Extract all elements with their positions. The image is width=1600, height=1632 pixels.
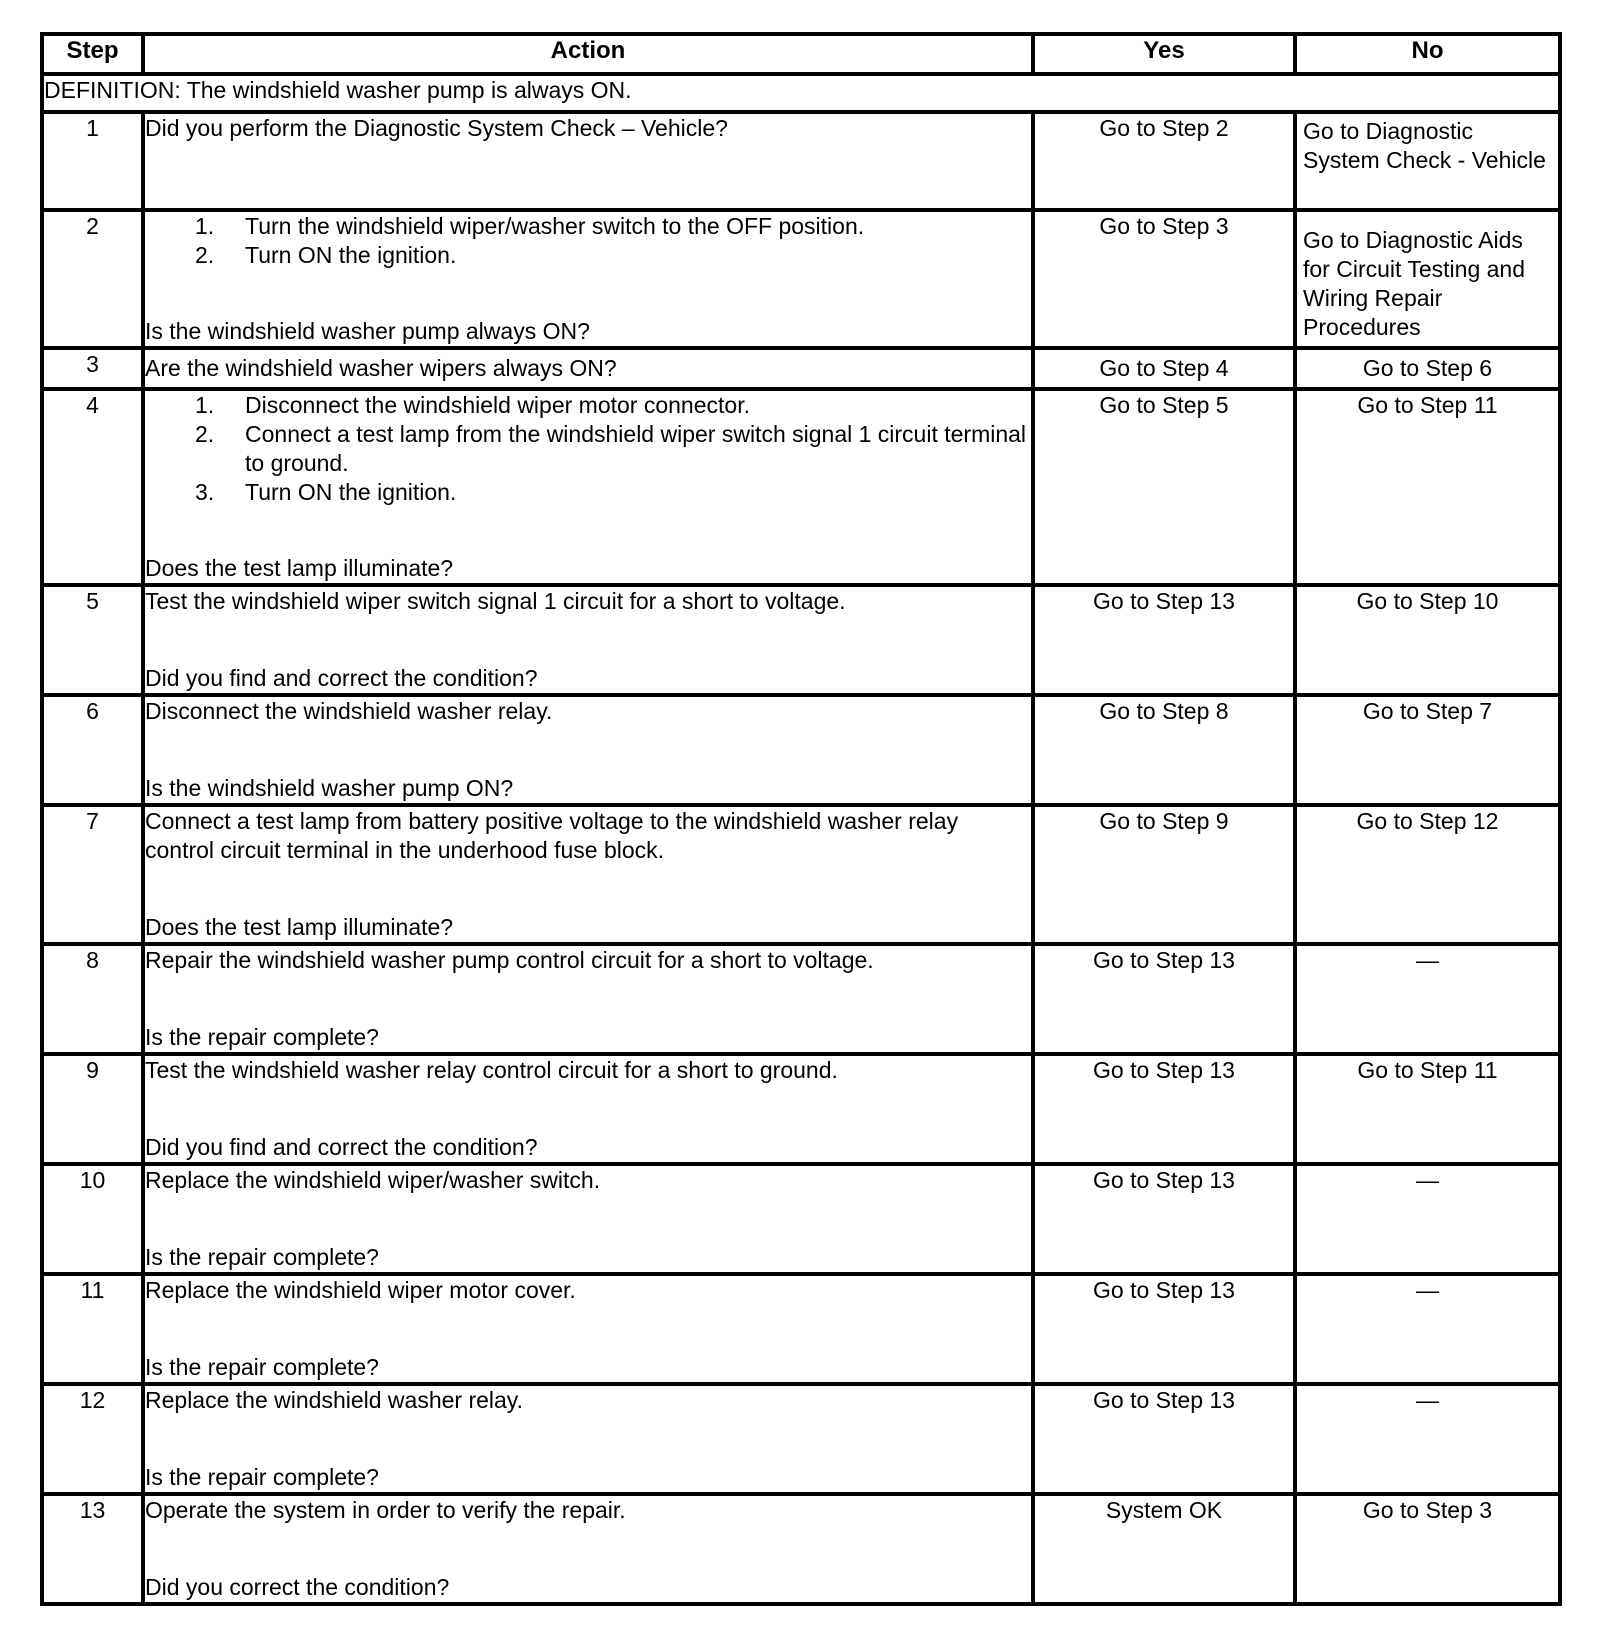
no-result: — [1295, 1164, 1560, 1274]
action-instruction: Replace the windshield wiper/washer switch. [145, 1167, 601, 1193]
action-instruction: Test the windshield wiper switch signal 1 circuit for a short to voltage. [145, 588, 846, 614]
table-row [42, 1274, 1560, 1384]
action-instruction: Repair the windshield washer pump control circuit for a short to voltage. [145, 947, 874, 973]
action-instruction: Disconnect the windshield washer relay. [145, 698, 553, 724]
yes-result: Go to Step 13 [1033, 1164, 1295, 1274]
definition-text: DEFINITION: The windshield washer pump is always ON. [42, 74, 1560, 112]
action-question: Did you find and correct the condition? [145, 1134, 538, 1160]
step-number: 9 [42, 1054, 143, 1164]
action-question: Is the windshield washer pump always ON? [145, 318, 590, 344]
no-result: Go to Diagnostic System Check - Vehicle [1295, 112, 1560, 210]
header-no: No [1295, 34, 1560, 74]
step-number: 4 [42, 389, 143, 585]
action-cell [143, 112, 1033, 210]
list-item: 2. Turn ON the ignition. [195, 242, 457, 268]
diagnostic-table [40, 32, 1562, 1606]
yes-result: System OK [1033, 1494, 1295, 1604]
table-row [42, 1384, 1560, 1494]
step-number: 1 [42, 112, 143, 210]
step-number: 7 [42, 805, 143, 944]
step-number: 6 [42, 695, 143, 805]
table-row [42, 389, 1560, 585]
header-row [42, 34, 1560, 74]
action-list [145, 391, 1031, 507]
action-cell [143, 389, 1033, 585]
action-cell [143, 695, 1033, 805]
no-result: Go to Diagnostic Aids for Circuit Testing and Wiring Repair Procedures [1295, 210, 1560, 348]
action-question: Is the repair complete? [145, 1244, 379, 1270]
action-instruction: Replace the windshield washer relay. [145, 1387, 523, 1413]
action-cell [143, 585, 1033, 695]
action-instruction: Test the windshield washer relay control circuit for a short to ground. [145, 1057, 838, 1083]
action-question: Did you find and correct the condition? [145, 665, 538, 691]
yes-result: Go to Step 13 [1033, 1384, 1295, 1494]
step-number: 13 [42, 1494, 143, 1604]
no-result: Go to Step 7 [1295, 695, 1560, 805]
table-row [42, 1494, 1560, 1604]
no-result: Go to Step 3 [1295, 1494, 1560, 1604]
diagnostic-table-container [40, 32, 1558, 1606]
step-number: 12 [42, 1384, 143, 1494]
yes-result: Go to Step 5 [1033, 389, 1295, 585]
step-number: 2 [42, 210, 143, 348]
action-cell [143, 805, 1033, 944]
action-instruction: Operate the system in order to verify the repair. [145, 1497, 626, 1523]
no-result: Go to Step 6 [1295, 348, 1560, 389]
yes-result: Go to Step 13 [1033, 1054, 1295, 1164]
table-row [42, 112, 1560, 210]
action-question: Are the windshield washer wipers always ON? [143, 348, 1033, 389]
action-instruction: Connect a test lamp from battery positive voltage to the windshield washer relay control circuit terminal in the underhood fuse block. [145, 808, 959, 863]
step-number: 11 [42, 1274, 143, 1384]
action-cell [143, 944, 1033, 1054]
action-instruction: Did you perform the Diagnostic System Check – Vehicle? [145, 115, 728, 141]
table-row [42, 944, 1560, 1054]
action-question: Is the repair complete? [145, 1464, 379, 1490]
action-cell [143, 1274, 1033, 1384]
step-number: 10 [42, 1164, 143, 1274]
action-cell [143, 1494, 1033, 1604]
no-result: — [1295, 944, 1560, 1054]
table-row [42, 695, 1560, 805]
action-cell [143, 210, 1033, 348]
step-number: 5 [42, 585, 143, 695]
yes-result: Go to Step 13 [1033, 1274, 1295, 1384]
action-cell [143, 1384, 1033, 1494]
action-question: Does the test lamp illuminate? [145, 555, 454, 581]
action-cell [143, 1054, 1033, 1164]
action-instruction: Replace the windshield wiper motor cover. [145, 1277, 576, 1303]
step-number: 3 [42, 348, 143, 389]
yes-result: Go to Step 8 [1033, 695, 1295, 805]
table-row [42, 805, 1560, 944]
no-result: — [1295, 1274, 1560, 1384]
action-question: Is the repair complete? [145, 1024, 379, 1050]
no-result: Go to Step 11 [1295, 389, 1560, 585]
yes-result: Go to Step 2 [1033, 112, 1295, 210]
action-question: Does the test lamp illuminate? [145, 914, 454, 940]
table-row [42, 210, 1560, 348]
list-item: 1. Turn the windshield wiper/washer switch to the OFF position. [195, 213, 865, 239]
action-question: Did you correct the condition? [145, 1574, 450, 1600]
action-question: Is the repair complete? [145, 1354, 379, 1380]
header-step: Step [42, 34, 143, 74]
header-action: Action [143, 34, 1033, 74]
definition-row [42, 74, 1560, 112]
list-item: 2. Connect a test lamp from the windshield wiper switch signal 1 circuit terminal to ground. [195, 421, 1027, 476]
header-yes: Yes [1033, 34, 1295, 74]
yes-result: Go to Step 3 [1033, 210, 1295, 348]
yes-result: Go to Step 4 [1033, 348, 1295, 389]
table-row [42, 1054, 1560, 1164]
no-result: — [1295, 1384, 1560, 1494]
no-result: Go to Step 11 [1295, 1054, 1560, 1164]
yes-result: Go to Step 13 [1033, 585, 1295, 695]
no-result: Go to Step 10 [1295, 585, 1560, 695]
action-question: Is the windshield washer pump ON? [145, 775, 514, 801]
list-item: 1. Disconnect the windshield wiper motor connector. [195, 392, 750, 418]
step-number: 8 [42, 944, 143, 1054]
no-result: Go to Step 12 [1295, 805, 1560, 944]
action-list [145, 212, 1031, 270]
table-row [42, 585, 1560, 695]
list-item: 3. Turn ON the ignition. [195, 479, 457, 505]
action-cell [143, 1164, 1033, 1274]
yes-result: Go to Step 9 [1033, 805, 1295, 944]
table-row [42, 1164, 1560, 1274]
table-row [42, 348, 1560, 389]
yes-result: Go to Step 13 [1033, 944, 1295, 1054]
